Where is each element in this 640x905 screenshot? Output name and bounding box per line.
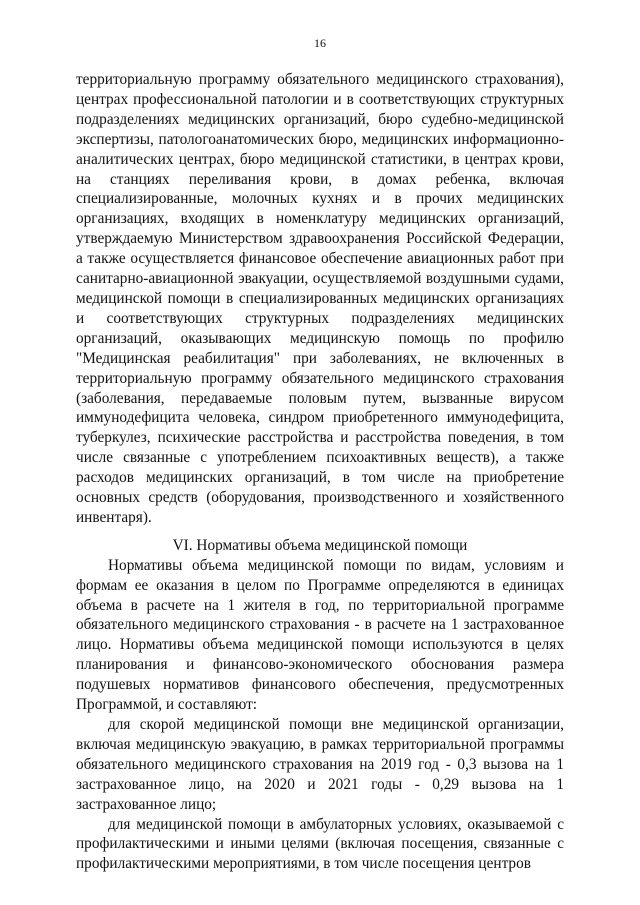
section-heading: VI. Нормативы объема медицинской помощи — [172, 536, 468, 554]
paragraph-continuation: территориальную программу обязательного медицинского страхования), центрах профессиональной патологии и в соответствующих структурных подразделениях медицинских организаций, бюро судебно-медицинской экспертизы, патологоанатомических бюро, медицинских информационно-аналитических центрах, бюро медицинской статистики, в центрах крови, на станциях переливания крови, в домах ребенка, включая специализированные, молочных кухнях и в прочих медицинских организациях, входящих в номенклатуру медицинских организаций, утверждаемую Министерством здравоохранения Российской Федерации, а также осуществляется финансовое обеспечение авиационных работ при санитарно-авиационной эвакуации, осуществляемой воздушными судами, медицинской помощи в специализированных медицинских организациях и соответствующих структурных подразделениях медицинских организаций, оказывающих медицинскую помощь по профилю "Медицинская реабилитация" при заболеваниях, не включенных в территориальную программу обязательного медицинского страхования (заболевания, передаваемые половым путем, вызванные вирусом иммунодефицита человека, синдром приобретенного иммунодефицита, туберкулез, психические расстройства и расстройства поведения, в том числе связанные с употреблением психоактивных веществ), а также расходов медицинских организаций, в том числе на приобретение основных средств (оборудования, производственного и хозяйственного инвентаря). — [76, 71, 564, 526]
document-body — [76, 70, 564, 874]
paragraph-emergency-care: для скорой медицинской помощи вне медицинской организации, включая медицинскую эвакуацию, в рамках территориальной программы обязательного медицинского страхования на 2019 год - 0,3 вызова на 1 застрахованное лицо, на 2020 и 2021 годы - 0,29 вызова на 1 застрахованное лицо; — [76, 716, 564, 813]
page-number: 16 — [314, 36, 326, 50]
paragraph-outpatient-care: для медицинской помощи в амбулаторных условиях, оказываемой с профилактическими и иными целями (включая посещения, связанные с профилактическими мероприятиями, в том числе посещения центров — [76, 815, 564, 873]
paragraph-normatives-intro: Нормативы объема медицинской помощи по видам, условиям и формам ее оказания в целом по Программе определяются в единицах объема в расчете на 1 жителя в год, по территориальной программе обязательного медицинского страхования - в расчете на 1 застрахованное лицо. Нормативы объема медицинской помощи используются в целях планирования и финансово-экономического обоснования размера подушевых нормативов финансового обеспечения, предусмотренных Программой, и составляют: — [76, 556, 564, 714]
